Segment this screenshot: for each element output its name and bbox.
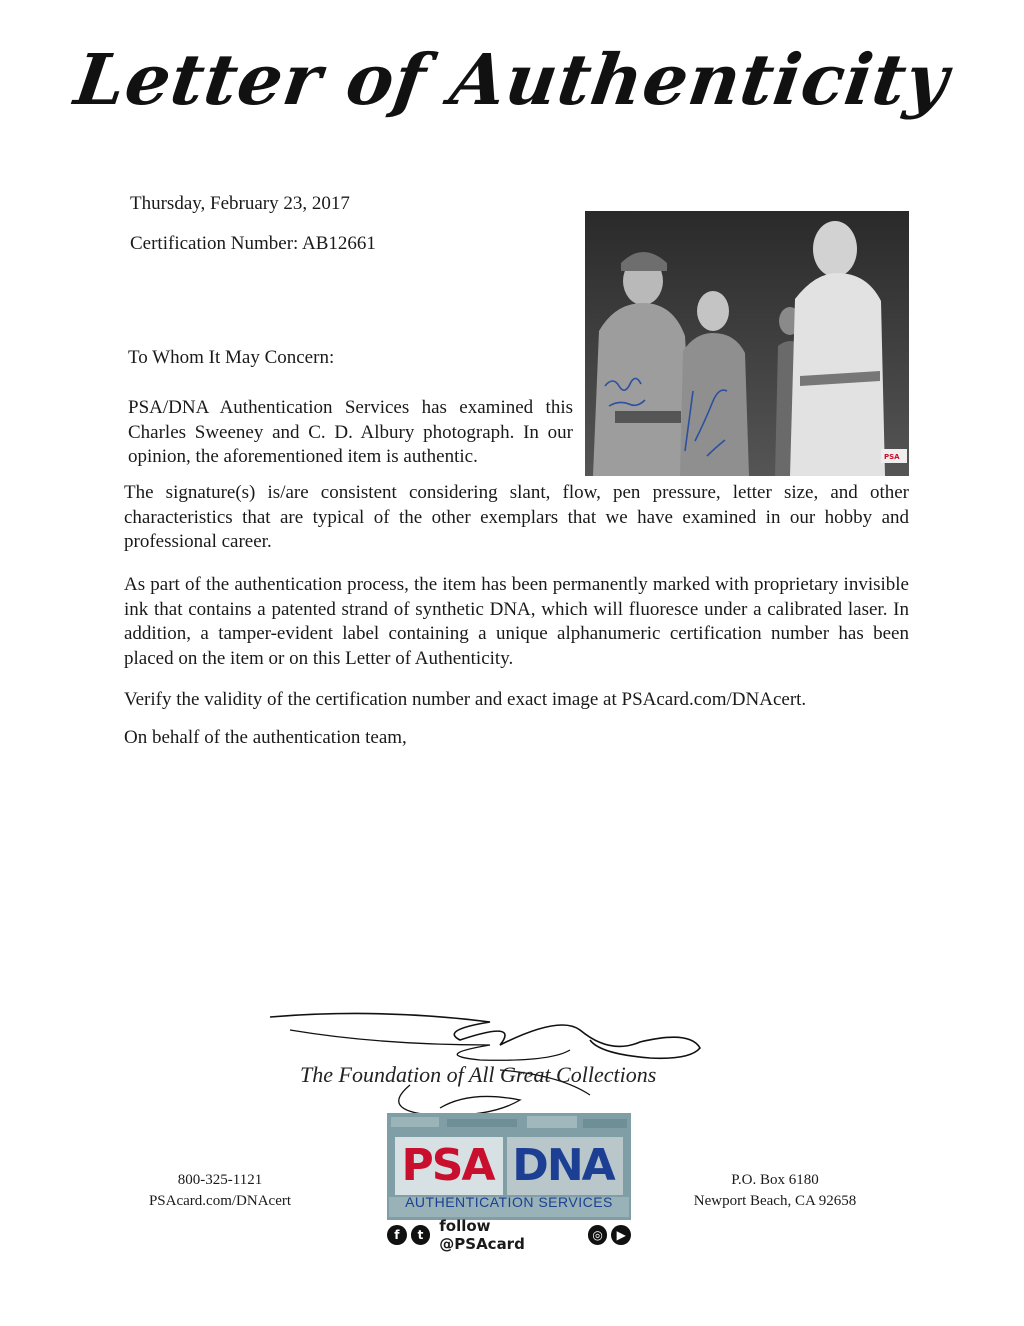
svg-text:PSA: PSA bbox=[884, 453, 900, 461]
intro-paragraph: PSA/DNA Authentication Services has examined this Charles Sweeney and C. D. Albury photograph. In our opinion, the aforementioned item is authentic. bbox=[128, 397, 573, 467]
twitter-icon: t bbox=[411, 1225, 431, 1245]
logo-subtitle: AUTHENTICATION SERVICES bbox=[405, 1194, 613, 1210]
footer-contact bbox=[120, 1170, 320, 1212]
salutation: To Whom It May Concern: bbox=[128, 347, 335, 368]
process-paragraph: As part of the authentication process, the item has been permanently marked with proprietary invisible ink that contains a patented strand of synthetic DNA, which will fluoresce under a calibrated laser. In addition, a tamper-evident label containing a unique alphanumeric certification number has been placed on the item or on this Letter of Authenticity. bbox=[124, 574, 909, 669]
youtube-icon: ▶ bbox=[611, 1225, 631, 1245]
facebook-icon: f bbox=[387, 1225, 407, 1245]
signature-paragraph: The signature(s) is/are consistent considering slant, flow, pen pressure, letter size, and other characteristics that are typical of the other exemplars that we have examined in our hobby and professional career. bbox=[124, 482, 909, 552]
letter-title: Letter of Authenticity bbox=[69, 38, 955, 121]
verify-paragraph: Verify the validity of the certification number and exact image at PSAcard.com/DNAcert. bbox=[124, 689, 807, 710]
footer-po-box: P.O. Box 6180 bbox=[731, 1172, 819, 1188]
logo-psa-text: PSA bbox=[401, 1140, 494, 1191]
letter-date: Thursday, February 23, 2017 bbox=[130, 193, 350, 214]
footer-phone: 800-325-1121 bbox=[177, 1172, 263, 1188]
psa-dna-logo bbox=[387, 1113, 631, 1220]
tagline: The Foundation of All Great Collections bbox=[300, 1062, 657, 1087]
authenticated-photograph bbox=[585, 211, 909, 476]
footer-address bbox=[660, 1170, 890, 1212]
footer-website: PSAcard.com/DNAcert bbox=[148, 1193, 292, 1209]
behalf-line: On behalf of the authentication team, bbox=[124, 727, 407, 748]
social-handle: follow @PSAcard bbox=[439, 1217, 525, 1253]
footer-city: Newport Beach, CA 92658 bbox=[693, 1193, 857, 1209]
logo-dna-text: DNA bbox=[512, 1140, 614, 1191]
photograph-image bbox=[585, 211, 909, 476]
instagram-icon: ◎ bbox=[588, 1225, 608, 1245]
certification-number: Certification Number: AB12661 bbox=[130, 233, 376, 254]
social-row bbox=[387, 1217, 631, 1253]
